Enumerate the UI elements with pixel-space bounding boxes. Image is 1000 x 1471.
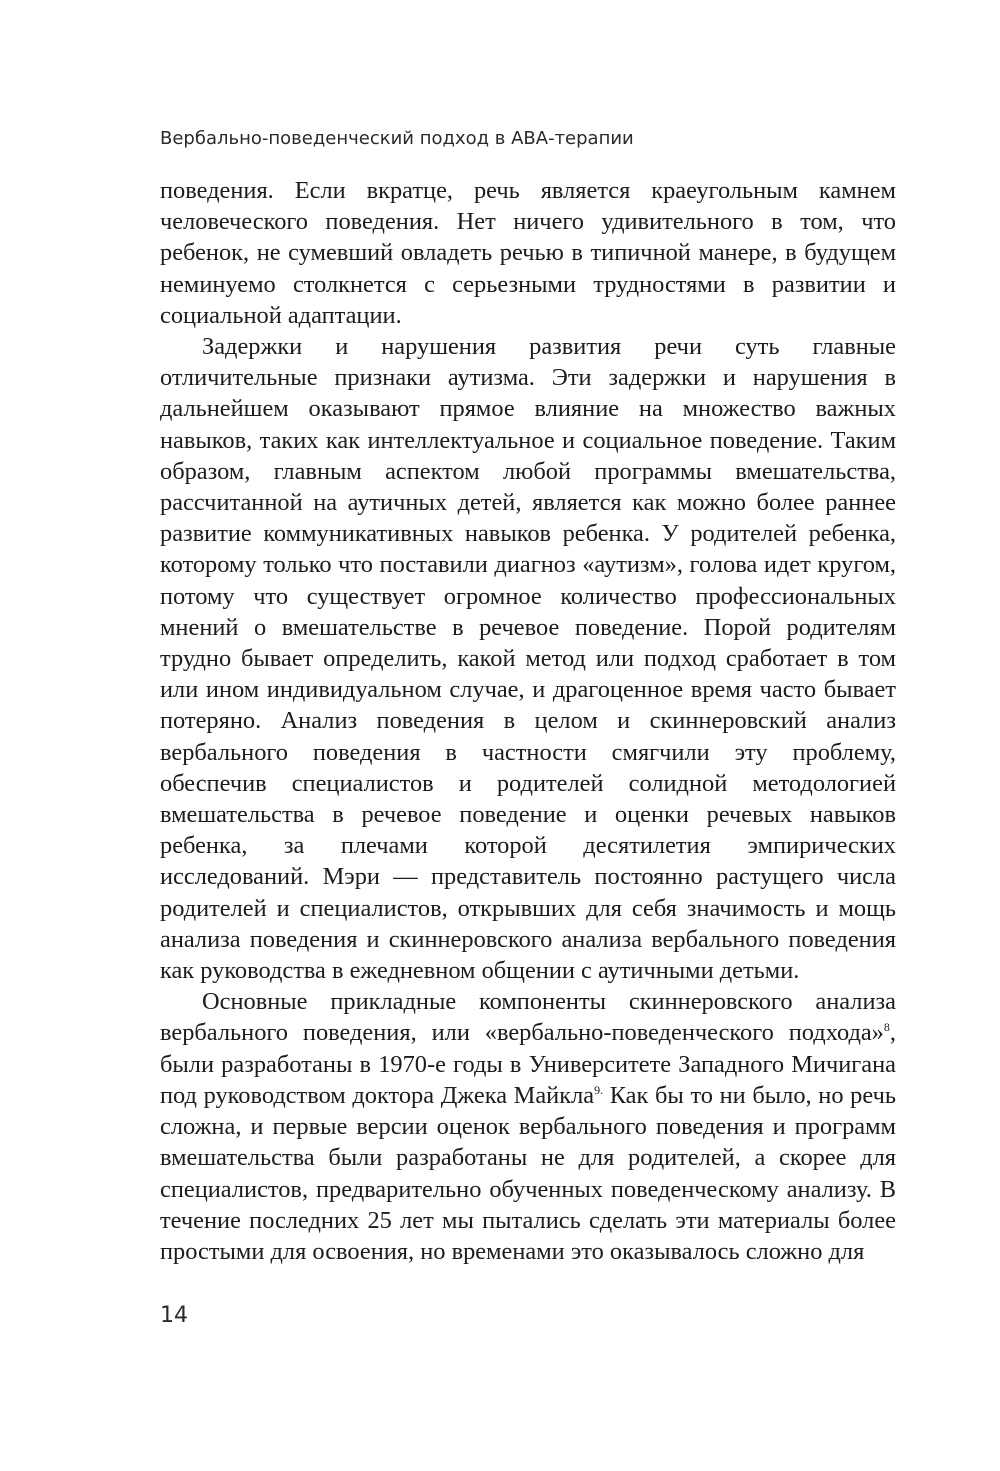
paragraph-3 <box>160 986 896 1267</box>
footnote-ref-9[interactable]: 9. <box>594 1082 604 1097</box>
paragraph-3-part-2: , были разработаны в 1970-е годы в Университете Западного Мичигана под руководством доктора Джека Майкла <box>160 1019 896 1109</box>
paragraph-3-part-3: Как бы то ни было, но речь сложна, и первые версии оценок вербального поведения и программ вмешательства были разработаны не для родителей, а скорее для специалистов, предварительно обученных поведенческому анализу. В течение последних 25 лет мы пытались сделать эти материалы более простыми для освоения, но временами это оказывалось сложно для <box>160 1081 896 1265</box>
paragraph-2: Задержки и нарушения развития речи суть главные отличительные признаки аутизма. Эти задержки и нарушения в дальнейшем оказывают прямое влияние на множество важных навыков, таких как интеллектуальное и социальное поведение. Таким образом, главным аспектом любой программы вмешательства, рассчитанной на аутичных детей, является как можно более раннее развитие коммуникативных навыков ребенка. У родителей ребенка, которому только что поставили диагноз «аутизм», голова идет кругом, потому что существует огромное количество профессиональных мнений о вмешательстве в речевое поведение. Порой родителям трудно бывает определить, какой метод или подход сработает в том или ином индивидуальном случае, и драгоценное время часто бывает потеряно. Анализ поведения в целом и скиннеровский анализ вербального поведения в частности смягчили эту проблему, обеспечив специалистов и родителей солидной методологией вмешательства в речевое поведение и оценки речевых навыков ребенка, за плечами которой десятилетия эмпирических исследований. Мэри — представитель постоянно растущего числа родителей и специалистов, открывших для себя значимость и мощь анализа поведения и скиннеровского анализа вербального поведения как руководства в ежедневном общении с аутичными детьми. <box>160 333 896 985</box>
footnote-ref-8[interactable]: 8 <box>883 1020 890 1035</box>
page-number: 14 <box>160 1303 188 1328</box>
body-text <box>160 175 896 1267</box>
paragraph-3-part-1: Основные прикладные компоненты скиннеровского анализа вербального поведения, или «вербально-поведенческого подхода» <box>160 988 896 1047</box>
running-head: Вербально-поведенческий подход в АВА-терапии <box>160 128 634 149</box>
paragraph-1: поведения. Если вкратце, речь является краеугольным камнем человеческого поведения. Нет ничего удивительного в том, что ребенок, не сумевший овладеть речью в типичной манере, в будущем неминуемо столкнется с серьезными трудностями в развитии и социальной адаптации. <box>160 177 896 329</box>
